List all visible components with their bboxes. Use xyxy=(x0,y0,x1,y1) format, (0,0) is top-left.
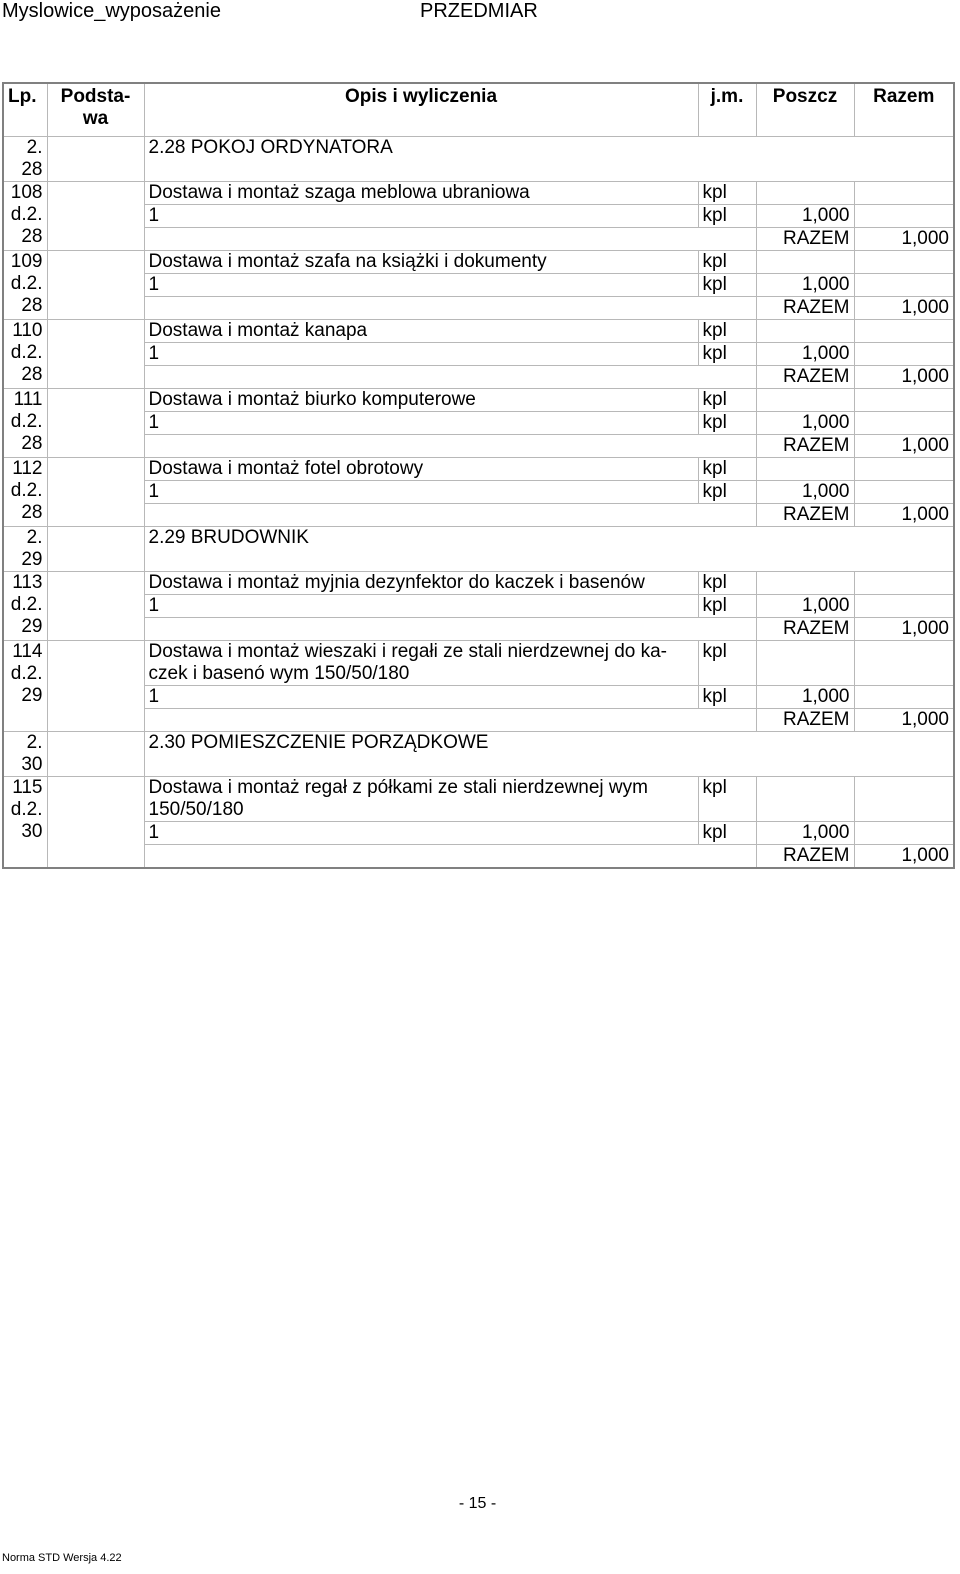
position-description: Dostawa i montaż wieszaki i regałi ze stali nierdzewnej do ka-czek i basenó wym 150/50/180 xyxy=(144,641,698,686)
document-name: Myslowice_wyposażenie xyxy=(2,0,221,22)
position-row xyxy=(3,320,954,343)
position-podstawa xyxy=(47,458,144,527)
section-row xyxy=(3,527,954,572)
empty-cell xyxy=(144,366,756,389)
empty-cell xyxy=(756,572,854,595)
calculation-expression: 1 xyxy=(144,822,698,845)
empty-cell xyxy=(854,572,954,595)
empty-cell xyxy=(854,595,954,618)
section-title: 2.29 BRUDOWNIK xyxy=(144,527,954,572)
calculation-value: 1,000 xyxy=(756,822,854,845)
calculation-value: 1,000 xyxy=(756,481,854,504)
sum-value: 1,000 xyxy=(854,435,954,458)
position-row xyxy=(3,572,954,595)
calculation-value: 1,000 xyxy=(756,412,854,435)
calculation-row xyxy=(3,343,954,366)
calculation-value: 1,000 xyxy=(756,343,854,366)
przedmiar-table xyxy=(2,82,955,869)
empty-cell xyxy=(756,777,854,822)
position-lp: 113 d.2. 29 xyxy=(3,572,47,641)
empty-cell xyxy=(47,137,144,182)
sum-value: 1,000 xyxy=(854,618,954,641)
empty-cell xyxy=(854,343,954,366)
sum-label: RAZEM xyxy=(756,618,854,641)
page-number: - 15 - xyxy=(458,1495,497,1512)
position-unit: kpl xyxy=(698,458,756,481)
calculation-value: 1,000 xyxy=(756,274,854,297)
calculation-expression: 1 xyxy=(144,205,698,228)
calculation-unit: kpl xyxy=(698,481,756,504)
sum-value: 1,000 xyxy=(854,709,954,732)
empty-cell xyxy=(144,618,756,641)
position-podstawa xyxy=(47,641,144,732)
position-podstawa xyxy=(47,320,144,389)
position-lp: 108 d.2. 28 xyxy=(3,182,47,251)
column-header-lp: Lp. xyxy=(3,83,47,137)
sum-row xyxy=(3,504,954,527)
empty-cell xyxy=(854,458,954,481)
table-body xyxy=(3,137,954,869)
position-lp: 111 d.2. 28 xyxy=(3,389,47,458)
calculation-unit: kpl xyxy=(698,274,756,297)
column-header-jm: j.m. xyxy=(698,83,756,137)
position-description: Dostawa i montaż biurko komputerowe xyxy=(144,389,698,412)
position-lp: 109 d.2. 28 xyxy=(3,251,47,320)
calculation-row xyxy=(3,595,954,618)
position-lp: 112 d.2. 28 xyxy=(3,458,47,527)
sum-label: RAZEM xyxy=(756,709,854,732)
position-unit: kpl xyxy=(698,182,756,205)
empty-cell xyxy=(854,822,954,845)
calculation-value: 1,000 xyxy=(756,595,854,618)
sum-row xyxy=(3,228,954,251)
calculation-unit: kpl xyxy=(698,686,756,709)
position-unit: kpl xyxy=(698,572,756,595)
position-podstawa xyxy=(47,389,144,458)
empty-cell xyxy=(144,297,756,320)
section-number: 2. 30 xyxy=(3,732,47,777)
empty-cell xyxy=(854,481,954,504)
calculation-expression: 1 xyxy=(144,481,698,504)
empty-cell xyxy=(756,389,854,412)
empty-cell xyxy=(854,320,954,343)
column-header-poszcz: Poszcz xyxy=(756,83,854,137)
calculation-row xyxy=(3,686,954,709)
empty-cell xyxy=(854,412,954,435)
sum-value: 1,000 xyxy=(854,504,954,527)
column-header-opis: Opis i wyliczenia xyxy=(144,83,698,137)
calculation-value: 1,000 xyxy=(756,205,854,228)
empty-cell xyxy=(756,251,854,274)
sum-row xyxy=(3,845,954,869)
position-lp: 110 d.2. 28 xyxy=(3,320,47,389)
empty-cell xyxy=(47,732,144,777)
column-header-razem: Razem xyxy=(854,83,954,137)
position-podstawa xyxy=(47,572,144,641)
position-podstawa xyxy=(47,777,144,869)
sum-label: RAZEM xyxy=(756,366,854,389)
section-title: 2.28 POKOJ ORDYNATORA xyxy=(144,137,954,182)
empty-cell xyxy=(144,709,756,732)
empty-cell xyxy=(854,251,954,274)
sum-value: 1,000 xyxy=(854,297,954,320)
position-row xyxy=(3,182,954,205)
position-description: Dostawa i montaż fotel obrotowy xyxy=(144,458,698,481)
position-row xyxy=(3,777,954,822)
calculation-row xyxy=(3,274,954,297)
position-row xyxy=(3,458,954,481)
position-row xyxy=(3,641,954,686)
calculation-expression: 1 xyxy=(144,412,698,435)
position-unit: kpl xyxy=(698,320,756,343)
calculation-expression: 1 xyxy=(144,595,698,618)
sum-row xyxy=(3,297,954,320)
calculation-row xyxy=(3,412,954,435)
sum-label: RAZEM xyxy=(756,845,854,869)
empty-cell xyxy=(854,182,954,205)
empty-cell xyxy=(756,641,854,686)
calculation-unit: kpl xyxy=(698,822,756,845)
empty-cell xyxy=(854,686,954,709)
position-description: Dostawa i montaż szaga meblowa ubraniowa xyxy=(144,182,698,205)
calculation-expression: 1 xyxy=(144,686,698,709)
calculation-row xyxy=(3,205,954,228)
calculation-unit: kpl xyxy=(698,595,756,618)
section-number: 2. 29 xyxy=(3,527,47,572)
position-lp: 115 d.2. 30 xyxy=(3,777,47,869)
calculation-expression: 1 xyxy=(144,343,698,366)
calculation-value: 1,000 xyxy=(756,686,854,709)
sum-value: 1,000 xyxy=(854,228,954,251)
sum-label: RAZEM xyxy=(756,297,854,320)
section-row xyxy=(3,137,954,182)
sum-label: RAZEM xyxy=(756,228,854,251)
footer-version: Norma STD Wersja 4.22 xyxy=(2,1552,122,1564)
empty-cell xyxy=(144,504,756,527)
section-number: 2. 28 xyxy=(3,137,47,182)
table-header-row xyxy=(3,83,954,137)
empty-cell xyxy=(756,458,854,481)
column-header-podstawa: Podsta-wa xyxy=(47,83,144,137)
empty-cell xyxy=(756,320,854,343)
position-description: Dostawa i montaż szafa na książki i dokumenty xyxy=(144,251,698,274)
empty-cell xyxy=(47,527,144,572)
position-description: Dostawa i montaż regał z półkami ze stali nierdzewnej wym 150/50/180 xyxy=(144,777,698,822)
sum-row xyxy=(3,366,954,389)
calculation-row xyxy=(3,481,954,504)
empty-cell xyxy=(854,777,954,822)
empty-cell xyxy=(756,182,854,205)
empty-cell xyxy=(854,274,954,297)
empty-cell xyxy=(854,389,954,412)
position-description: Dostawa i montaż kanapa xyxy=(144,320,698,343)
calculation-expression: 1 xyxy=(144,274,698,297)
calculation-unit: kpl xyxy=(698,412,756,435)
position-description: Dostawa i montaż myjnia dezynfektor do kaczek i basenów xyxy=(144,572,698,595)
sum-value: 1,000 xyxy=(854,366,954,389)
position-podstawa xyxy=(47,182,144,251)
empty-cell xyxy=(144,228,756,251)
document-type-title: PRZEDMIAR xyxy=(420,0,538,22)
empty-cell xyxy=(854,641,954,686)
sum-row xyxy=(3,709,954,732)
position-podstawa xyxy=(47,251,144,320)
position-row xyxy=(3,251,954,274)
section-row xyxy=(3,732,954,777)
empty-cell xyxy=(144,435,756,458)
position-unit: kpl xyxy=(698,389,756,412)
position-unit: kpl xyxy=(698,641,756,686)
empty-cell xyxy=(854,205,954,228)
sum-row xyxy=(3,618,954,641)
empty-cell xyxy=(144,845,756,869)
sum-label: RAZEM xyxy=(756,435,854,458)
section-title: 2.30 POMIESZCZENIE PORZĄDKOWE xyxy=(144,732,954,777)
position-row xyxy=(3,389,954,412)
position-unit: kpl xyxy=(698,251,756,274)
calculation-unit: kpl xyxy=(698,343,756,366)
calculation-row xyxy=(3,822,954,845)
sum-value: 1,000 xyxy=(854,845,954,869)
position-lp: 114 d.2. 29 xyxy=(3,641,47,732)
sum-label: RAZEM xyxy=(756,504,854,527)
sum-row xyxy=(3,435,954,458)
calculation-unit: kpl xyxy=(698,205,756,228)
position-unit: kpl xyxy=(698,777,756,822)
